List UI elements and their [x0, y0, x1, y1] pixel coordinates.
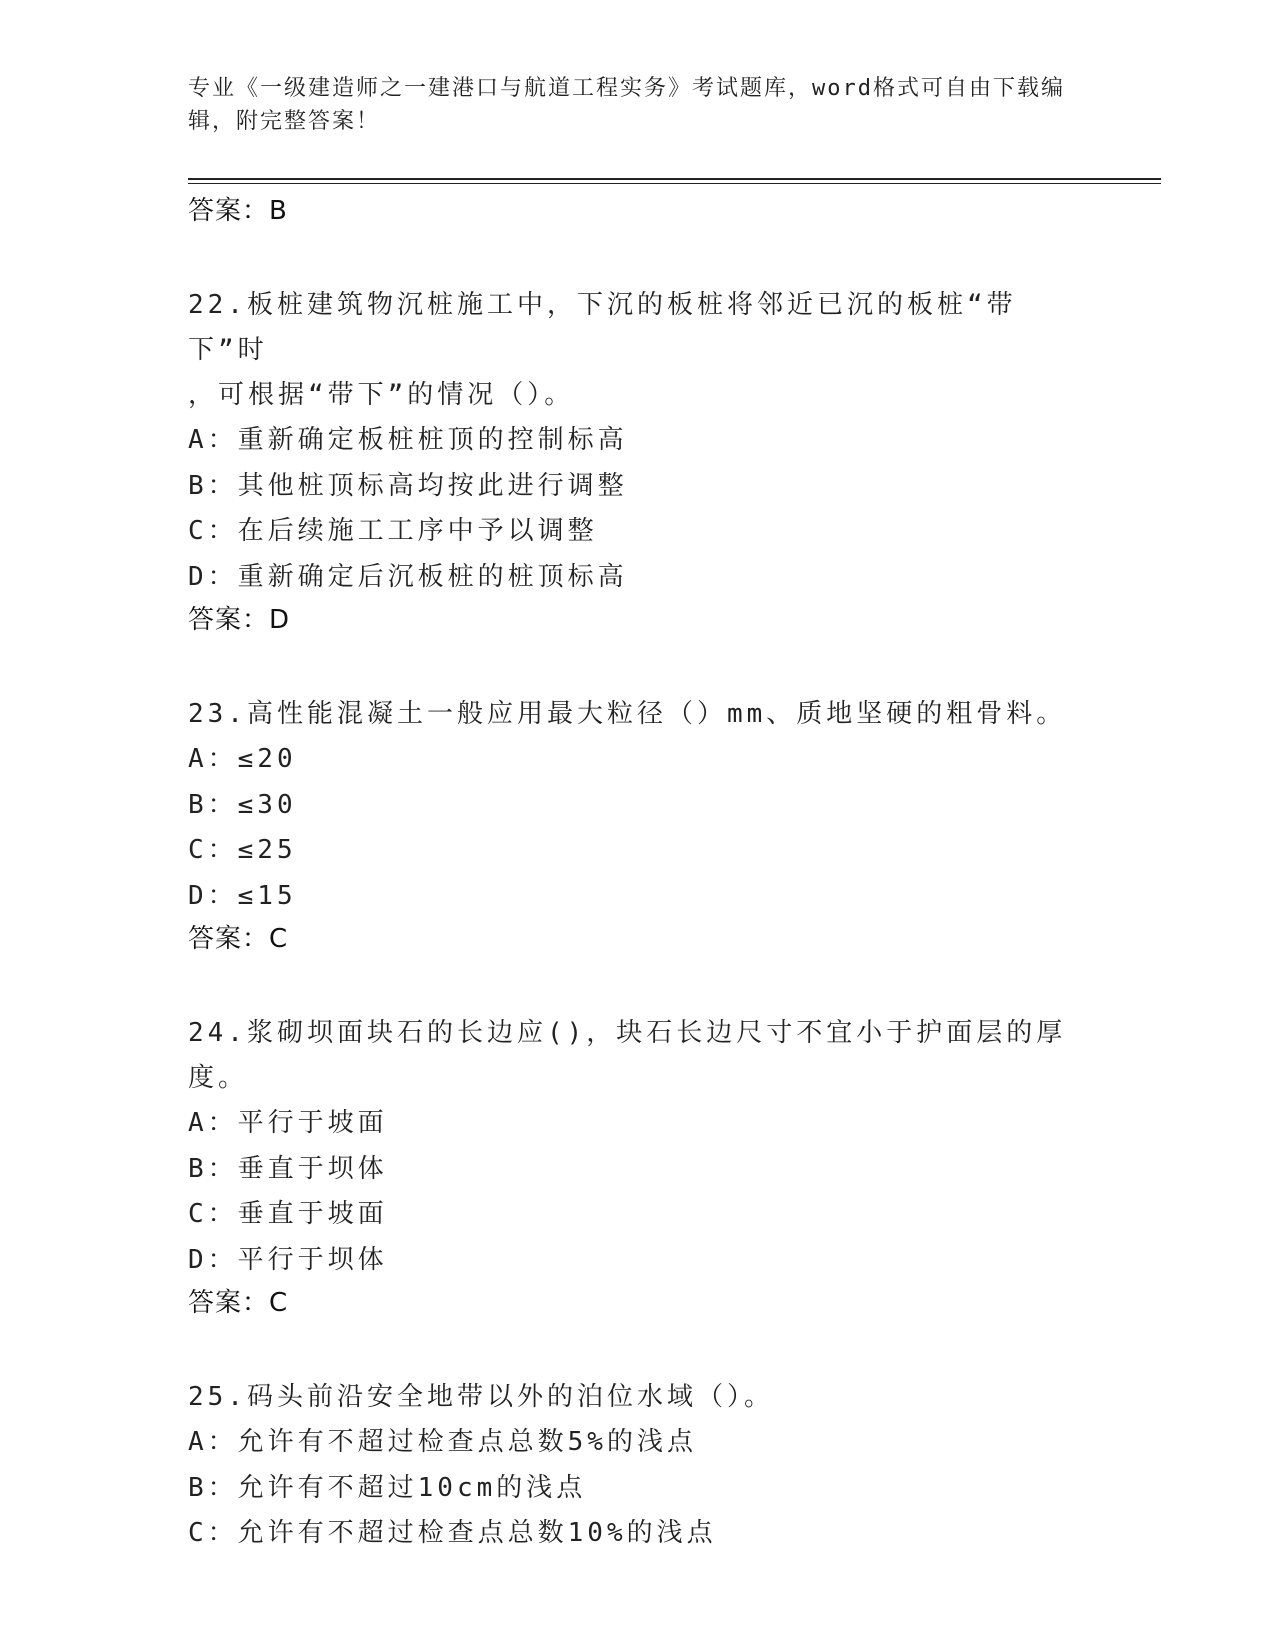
option-d: D：≤15 — [188, 880, 297, 911]
option-d: D：平行于坝体 — [188, 1244, 388, 1275]
option-a: A：平行于坡面 — [188, 1108, 388, 1138]
option-a: A：重新确定板桩桩顶的控制标高 — [188, 425, 628, 455]
option-d: D：重新确定后沉板桩的桩顶标高 — [188, 561, 628, 592]
question-25 — [188, 1375, 1088, 1557]
question-23 — [188, 692, 1088, 959]
question-list — [188, 191, 1088, 1557]
spacer — [188, 231, 1088, 283]
answer-line: 答案：B — [188, 196, 288, 226]
option-c: C：允许有不超过检查点总数10%的浅点 — [188, 1518, 717, 1548]
question-text: 22.板桩建筑物沉桩施工中，下沉的板桩将邻近已沉的板桩“带下”时 — [188, 290, 1017, 365]
document-header: 专业《一级建造师之一建港口与航道工程实务》考试题库，word格式可自由下载编辑，附完整答案！ — [188, 76, 1065, 134]
option-a: A：≤20 — [188, 744, 297, 774]
header-divider-thick — [188, 178, 1161, 180]
option-b: B：允许有不超过10cm的浅点 — [188, 1472, 587, 1503]
spacer — [188, 1323, 1088, 1375]
option-a: A：允许有不超过检查点总数5%的浅点 — [188, 1427, 697, 1457]
question-text: ，可根据“带下”的情况（）。 — [188, 380, 575, 410]
question-text: 24.浆砌坝面块石的长边应()，块石长边尺寸不宜小于护面层的厚度。 — [188, 1018, 1067, 1093]
question-22 — [188, 283, 1088, 640]
option-b: B：≤30 — [188, 789, 297, 820]
question-text: 25.码头前沿安全地带以外的泊位水域（）。 — [188, 1382, 774, 1412]
question-24 — [188, 1011, 1088, 1323]
header-divider-thin — [188, 183, 1161, 184]
spacer — [188, 640, 1088, 692]
spacer — [188, 959, 1088, 1011]
option-b: B：其他桩顶标高均按此进行调整 — [188, 470, 628, 501]
option-c: C：≤25 — [188, 835, 297, 865]
answer-line: 答案：D — [188, 605, 291, 635]
option-b: B：垂直于坝体 — [188, 1153, 388, 1184]
answer-line: 答案：C — [188, 924, 289, 954]
question-text: 23.高性能混凝土一般应用最大粒径（）mm、质地坚硬的粗骨料。 — [188, 699, 1067, 729]
option-c: C：在后续施工工序中予以调整 — [188, 516, 598, 546]
option-c: C：垂直于坡面 — [188, 1199, 388, 1229]
answer-line: 答案：C — [188, 1288, 289, 1318]
